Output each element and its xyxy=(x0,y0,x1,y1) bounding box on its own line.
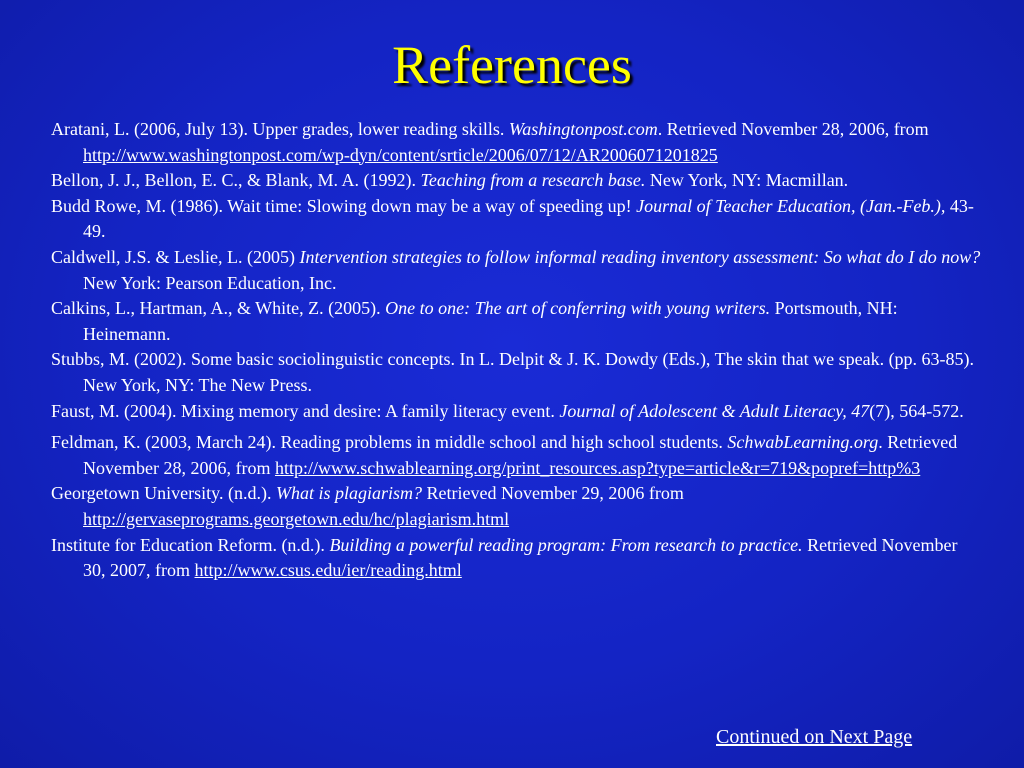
reference-source-title: Intervention strategies to follow informal reading inventory assessment: So what do I do now? xyxy=(299,246,981,267)
continued-next-page xyxy=(716,724,912,750)
reference-text: Caldwell, J.S. & Leslie, L. (2005) xyxy=(51,246,300,267)
reference-list xyxy=(51,117,981,584)
reference-item xyxy=(51,399,981,425)
reference-details: New York: Pearson Education, Inc. xyxy=(83,272,337,293)
reference-text: Stubbs, M. (2002). Some basic sociolinguistic concepts. In L. Delpit & J. K. Dowdy (Eds.), The skin that we speak. (pp. 63-85). New York, NY: The New Press. xyxy=(51,349,975,395)
reference-text: Georgetown University. (n.d.). xyxy=(51,483,276,504)
reference-source-title: Journal of Teacher Education, (Jan.-Feb.), xyxy=(636,195,946,216)
reference-item xyxy=(51,481,981,532)
reference-source-title: What is plagiarism? xyxy=(275,483,422,504)
reference-text: Bellon, J. J., Bellon, E. C., & Blank, M. A. (1992). xyxy=(51,170,421,191)
reference-item xyxy=(51,533,981,584)
reference-details: 43-49. xyxy=(83,195,974,242)
continued-next-page-link[interactable]: Continued on Next Page xyxy=(716,726,913,748)
reference-item xyxy=(51,245,981,296)
reference-link[interactable]: http://www.csus.edu/ier/reading.html xyxy=(194,560,462,581)
reference-details: . Retrieved November 28, 2006, from xyxy=(657,119,929,139)
reference-text: Institute for Education Reform. (n.d.). xyxy=(51,534,330,555)
reference-text: Faust, M. (2004). Mixing memory and desire: A family literacy event. xyxy=(51,400,560,421)
reference-details: Portsmouth, NH: Heinemann. xyxy=(83,298,898,344)
reference-source-title: Teaching from a research base. xyxy=(420,170,646,191)
reference-details: New York, NY: Macmillan. xyxy=(645,170,849,191)
reference-source-title: SchwabLearning.org xyxy=(727,432,879,453)
reference-item xyxy=(51,194,981,245)
reference-source-title: Journal of Adolescent & Adult Literacy, 47 xyxy=(559,400,870,421)
reference-link[interactable]: http://gervaseprograms.georgetown.edu/hc/plagiarism.html xyxy=(83,508,510,529)
reference-source-title: Building a powerful reading program: From research to practice. xyxy=(329,534,803,555)
reference-item xyxy=(51,296,981,347)
reference-details: Retrieved November 30, 2007, from xyxy=(83,534,958,581)
reference-details: . Retrieved November 28, 2006, from xyxy=(83,432,958,478)
reference-details: (7), 564-572. xyxy=(869,400,964,421)
slide-title: References xyxy=(392,35,632,95)
reference-item xyxy=(51,168,981,194)
reference-item xyxy=(51,347,981,398)
reference-details: Retrieved November 29, 2006 from xyxy=(421,483,684,504)
reference-item xyxy=(51,117,981,168)
reference-text: Aratani, L. (2006, July 13). Upper grades, lower reading skills. xyxy=(51,119,509,139)
reference-item xyxy=(51,430,981,481)
reference-link[interactable]: http://www.schwablearning.org/print_resources.asp?type=article&r=719&popref=http%3 xyxy=(274,457,921,478)
reference-text: Feldman, K. (2003, March 24). Reading problems in middle school and high school students. xyxy=(51,432,728,453)
reference-text: Calkins, L., Hartman, A., & White, Z. (2005). xyxy=(51,298,386,319)
reference-source-title: Washingtonpost.com xyxy=(508,119,658,139)
reference-link[interactable]: http://www.washingtonpost.com/wp-dyn/content/srticle/2006/07/12/AR2006071201825 xyxy=(83,144,718,165)
reference-text: Budd Rowe, M. (1986). Wait time: Slowing down may be a way of speeding up! xyxy=(51,195,637,216)
reference-source-title: One to one: The art of conferring with young writers. xyxy=(385,298,771,319)
